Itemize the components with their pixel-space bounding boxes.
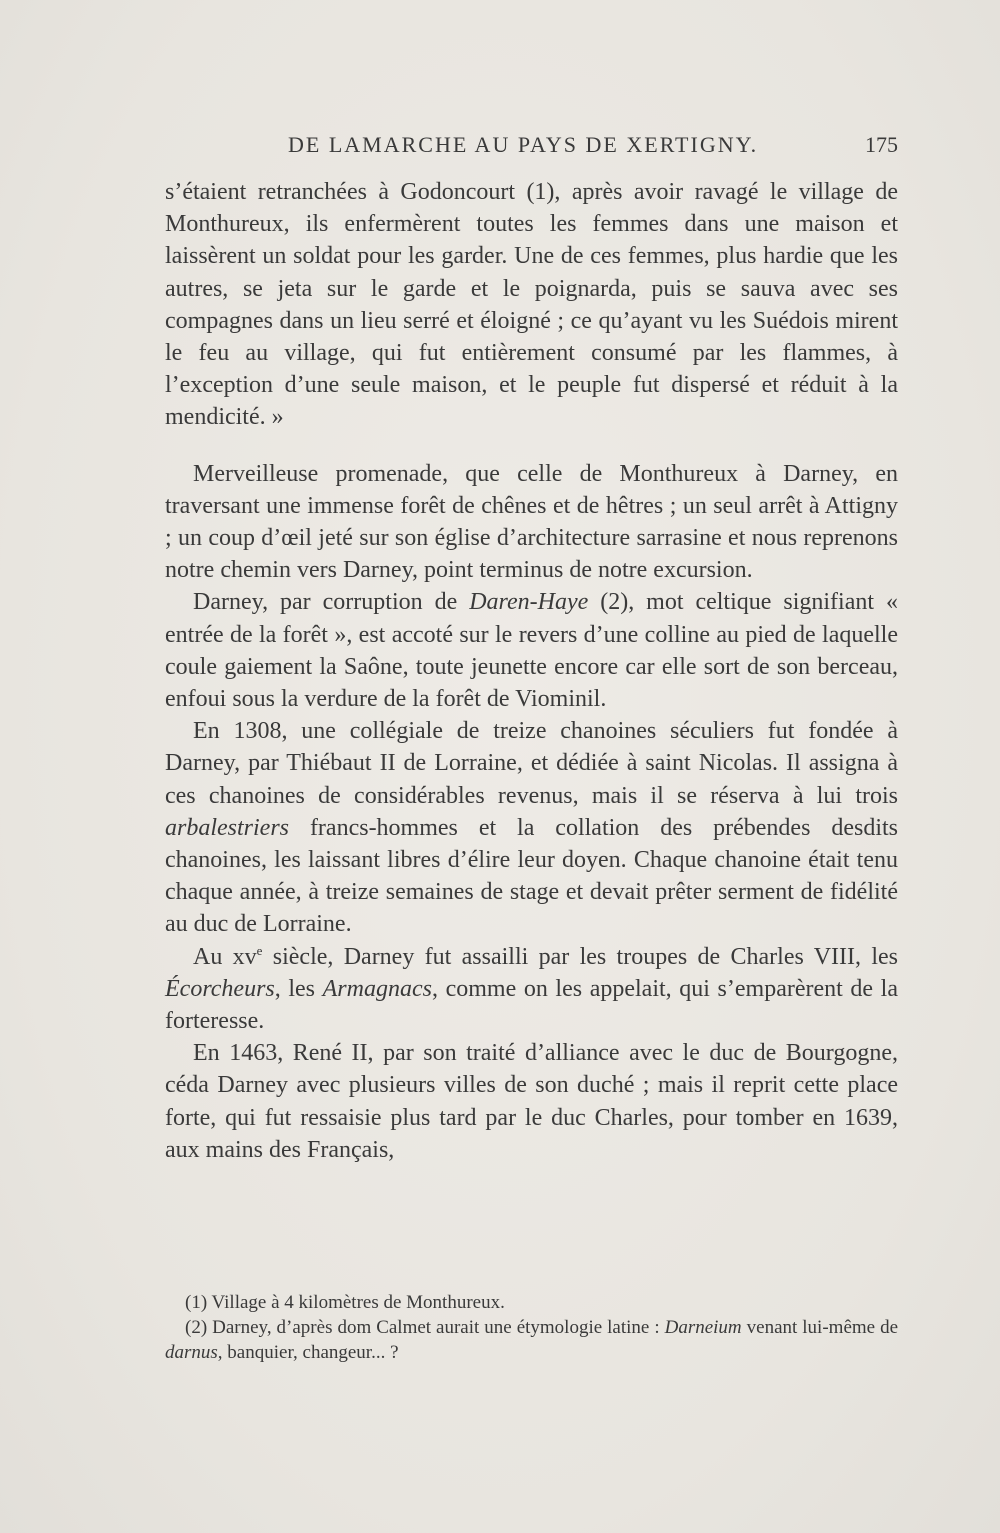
text-run: (2), mot celtique signifiant « entrée de la forêt », est accoté sur le revers d’une colline au pied de laquelle coule gaiement la Saône, toute jeunette encore car elle sort de son berceau, enfoui sous la verdure de la forêt de Viominil. [165,589,898,713]
text-run: Au xv [193,943,257,970]
superscript: e [256,942,263,958]
text-run: (2) Darney, d’après dom Calmet aurait une étymologie latine : [185,1317,665,1338]
page-number: 175 [865,132,898,157]
paragraph-continuation [165,176,898,434]
footnote-2 [165,1315,898,1365]
italic-term: darnus [165,1342,218,1363]
text-run: venant lui-même de [741,1317,898,1338]
paragraph-xv-siecle [165,941,898,1038]
text-run: En 1308, une collégiale de treize chanoines séculiers fut fondée à Darney, par Thiébaut II de Lorraine, et dédiée à saint Nicolas. Il assigna à ces chanoines de considérables revenus, mais il se réserva à lui trois [165,718,898,809]
text-run: francs-hommes et la collation des prébendes desdits chanoines, les laissant libres d’élire leur doyen. Chaque chanoine était tenu chaque année, à treize semaines de stage et devait prêter serment de fidélité au duc de Lorraine. [165,814,898,938]
italic-term: Darneium [664,1317,742,1338]
footnote-1 [165,1290,898,1315]
body-text [165,176,898,1166]
italic-term: Daren-Haye [469,589,589,616]
paragraph-promenade [165,458,898,587]
italic-term: Armagnacs [322,975,432,1002]
running-title: DE LAMARCHE AU PAYS DE XERTIGNY. [288,132,759,157]
paragraph-collegiale [165,715,898,940]
text-run: En 1463, René II, par son traité d’alliance avec le duc de Bourgogne, céda Darney avec plusieurs villes de son duché ; mais il reprit cette place forte, qui fut ressaisie plus tard par le duc Charles, pour tomber en 1639, aux mains des Français, [165,1040,898,1163]
text-run: Darney, par corruption de [193,589,470,616]
text-run: siècle, Darney fut assailli par les troupes de Charles VIII, les [262,943,898,970]
text-run: , les [274,975,323,1002]
text-run: , banquier, changeur... ? [217,1342,399,1363]
text-run: (1) Village à 4 kilomètres de Monthureux. [185,1292,505,1313]
text-run: Merveilleuse promenade, que celle de Monthureux à Darney, en traversant une immense forêt de chênes et de hêtres ; un seul arrêt à Attigny ; un coup d’œil jeté sur son église d’architecture sarrasine et nous reprenons notre chemin vers Darney, point terminus de notre excursion. [165,460,898,584]
paragraph-rene-ii [165,1037,898,1166]
italic-term: Écorcheurs [165,975,275,1002]
italic-term: arbalestriers [165,814,290,841]
text-run: s’étaient retranchées à Godoncourt (1), après avoir ravagé le village de Monthureux, ils enfermèrent toutes les femmes dans une maison et laissèrent un soldat pour les garder. Une de ces femmes, plus hardie que les autres, se jeta sur le garde et le poignarda, puis se sauva avec ses compagnes dans un lieu serré et éloigné ; ce qu’ayant vu les Suédois mirent le feu au village, qui fut entièrement consumé par les flammes, à l’exception d’une seule maison, et le peuple fut dispersé et réduit à la mendicité. » [165,179,898,431]
page-header [165,132,898,162]
footnotes [165,1290,898,1365]
text-run: , comme on les appelait, qui s’emparèrent de la forteresse. [165,975,898,1035]
paragraph-darney-etymology [165,586,898,715]
